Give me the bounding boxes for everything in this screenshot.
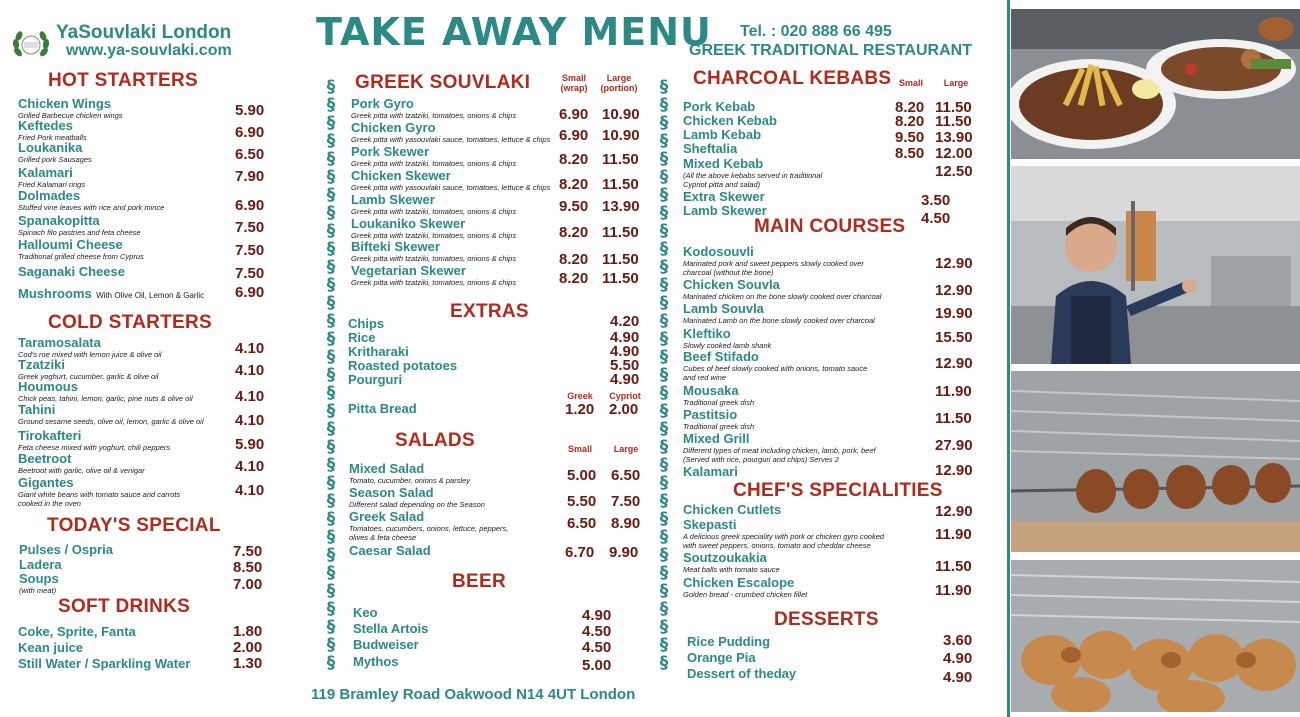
menu-item: Chicken Wings Grilled Barbecue chicken wings (18, 96, 123, 120)
item-price-small: 8.20 (895, 99, 925, 116)
item-price: 7.00 (233, 576, 263, 593)
item-price: 8.50 (233, 559, 263, 576)
spiral-ornament: § (659, 239, 669, 259)
menu-item: Caesar Salad (349, 543, 431, 558)
menu-item: Bifteki Skewer Greek pitta with tzatziki, tomatoes, onions & chips (351, 239, 517, 263)
menu-item: Beetroot Beetroot with garlic, olive oil & venigar (18, 451, 145, 475)
section-title-cold-starters: COLD STARTERS (48, 312, 212, 333)
item-price: 6.90 (235, 124, 265, 141)
item-price: 4.90 (943, 669, 973, 686)
spiral-ornament: § (326, 347, 336, 367)
spiral-ornament: § (326, 599, 336, 619)
menu-item: Chicken Gyro Greek pitta with yasouvlaki sauce, tomatoes, lettuce & chips (351, 120, 551, 144)
menu-item: Skepasti A delicious greek speciality with pork or chicken gyro cooked with sweet peppers, onions, tomato and cheddar cheese (683, 517, 885, 550)
item-price-large: 8.90 (611, 515, 641, 532)
spiral-ornament: § (326, 221, 336, 241)
menu-item: Keo (353, 605, 378, 620)
item-price: 12.90 (935, 355, 973, 372)
spiral-ornament: § (659, 383, 669, 403)
item-price: 5.90 (235, 102, 265, 119)
item-price: 11.90 (935, 383, 972, 400)
spiral-ornament: § (326, 383, 336, 403)
menu-item: Chicken Souvla Marinated chicken on the bone slowly cooked over charcoal (683, 277, 882, 301)
spiral-ornament: § (659, 401, 669, 421)
item-price: 1.80 (233, 623, 263, 640)
spiral-ornament: § (326, 113, 336, 133)
item-price-small: 3.50 (921, 192, 951, 209)
spiral-ornament: § (659, 329, 669, 349)
menu-item: Mushrooms With Olive Oil, Lemon & Garlic (18, 286, 205, 301)
menu-item: Kean juice (18, 640, 84, 655)
item-price: 7.50 (233, 543, 263, 560)
menu-item: Tahini Ground sesame seeds, olive oil, lemon, garlic & olive oil (18, 402, 204, 426)
item-price: 11.90 (935, 582, 972, 599)
spiral-ornament: § (326, 365, 336, 385)
item-price-large: 11.50 (602, 251, 639, 268)
spiral-ornament: § (659, 311, 669, 331)
item-price-cypriot: 2.00 (609, 401, 639, 418)
spiral-ornament: § (326, 545, 336, 565)
menu-item: Pulses / Ospria (19, 542, 113, 557)
item-price-small: 6.90 (559, 127, 589, 144)
page-title: TAKE AWAY MENU (316, 10, 712, 54)
spiral-ornament: § (659, 653, 669, 673)
spiral-ornament: § (326, 527, 336, 547)
menu-item: Orange Pia (687, 650, 756, 665)
section-title-greek-souvlaki: GREEK SOUVLAKI (355, 72, 531, 93)
spiral-ornament: § (326, 509, 336, 529)
spiral-ornament: § (326, 257, 336, 277)
item-price-large: 11.50 (602, 224, 639, 241)
menu-item: Ladera (19, 557, 62, 572)
spiral-ornament: § (659, 77, 669, 97)
menu-item: Saganaki Cheese (18, 264, 125, 279)
spiral-ornament: § (326, 77, 336, 97)
spiral-ornament: § (659, 293, 669, 313)
menu-item: Loukaniko Skewer Greek pitta with tzatziki, tomatoes, onions & chips (351, 216, 517, 240)
item-price: 11.50 (935, 410, 972, 427)
spiral-ornament: § (659, 95, 669, 115)
item-price-large: 10.90 (602, 106, 640, 123)
spiral-ornament: § (326, 473, 336, 493)
menu-item: Chicken Kebab (683, 113, 777, 128)
spiral-ornament: § (326, 401, 336, 421)
spiral-ornament: § (326, 203, 336, 223)
item-price: 7.90 (235, 168, 265, 185)
item-price: 4.10 (235, 388, 265, 405)
item-price-small: 6.90 (559, 106, 589, 123)
column-header-greek: Greek (567, 391, 593, 401)
menu-item: Kodosouvli Marinated pork and sweet peppers slowly cooked over charcoal (without the bone) (683, 244, 864, 277)
menu-item: Season Salad Different salad depending on the Season (349, 485, 485, 509)
spiral-ornament: § (659, 563, 669, 583)
menu-item: Gigantes Giant white beans with tomato sauce and carrots cooked in the oven (18, 475, 181, 508)
spiral-ornament: § (326, 185, 336, 205)
spiral-ornament: § (659, 437, 669, 457)
item-price: 12.90 (935, 282, 973, 299)
item-price: 4.10 (235, 458, 265, 475)
item-price-large: 13.90 (602, 198, 640, 215)
item-price: 5.90 (235, 436, 265, 453)
item-price: 4.90 (610, 343, 640, 360)
phone-number: Tel. : 020 888 66 495 (740, 23, 892, 40)
spiral-ornament: § (659, 599, 669, 619)
spiral-ornament: § (326, 617, 336, 637)
section-title-todays-special: TODAY'S SPECIAL (47, 515, 221, 536)
item-price-small: 5.00 (567, 467, 597, 484)
item-price-small: 9.50 (895, 129, 925, 146)
menu-item: Coke, Sprite, Fanta (18, 624, 136, 639)
item-price-small: 6.70 (565, 544, 595, 561)
spiral-ornament: § (326, 491, 336, 511)
spiral-ornament: § (659, 491, 669, 511)
item-price: 4.90 (943, 650, 973, 667)
column-header-small: Small (wrap) (560, 73, 588, 93)
spiral-ornament: § (659, 131, 669, 151)
spiral-ornament: § (659, 635, 669, 655)
spiral-ornament: § (659, 185, 669, 205)
item-price-large: 12.50 (935, 163, 973, 180)
menu-item: Lamb Skewer (683, 203, 767, 218)
spiral-ornament: § (326, 563, 336, 583)
menu-item: Lamb Souvla Marinated Lamb on the bone slowly cooked over charcoal (683, 301, 875, 325)
brand-name: YaSouvlaki London (56, 22, 232, 43)
item-price: 6.90 (235, 197, 265, 214)
menu-item: Dessert of theday (687, 666, 797, 681)
item-price: 12.90 (935, 503, 973, 520)
section-title-soft-drinks: SOFT DRINKS (58, 596, 191, 617)
menu-item: Mousaka Traditional greek dish (683, 383, 755, 407)
chef-at-rotisserie-photo (1011, 166, 1300, 364)
item-price: 4.10 (235, 482, 265, 499)
menu-item: Lamb Skewer Greek pitta with tzatziki, tomatoes, onions & chips (351, 192, 517, 216)
menu-item: Spanakopitta Spinach filo pastries and feta cheese (18, 213, 141, 237)
souvla-skewers-photo (1011, 371, 1300, 552)
item-price-large: 13.90 (935, 129, 973, 146)
item-price-large: 9.90 (609, 544, 639, 561)
item-price-large: 11.50 (602, 270, 639, 287)
address: 119 Bramley Road Oakwood N14 4UT London (311, 686, 636, 703)
spiral-ornament: § (659, 347, 669, 367)
item-price: 2.00 (233, 639, 263, 656)
item-price-large: 10.90 (602, 127, 640, 144)
menu-item: Greek Salad Tomatoes, cucumbers, onions, lettuce, peppers, olives & feta cheese (349, 509, 509, 542)
menu-item: Halloumi Cheese Traditional grilled cheese from Cyprus (18, 237, 144, 261)
column-header-cypriot: Cypriot (609, 391, 641, 401)
spiral-ornament: § (659, 167, 669, 187)
item-price-large: 11.50 (935, 113, 972, 130)
item-price: 11.50 (935, 558, 972, 575)
spiral-ornament: § (326, 293, 336, 313)
menu-item: Kalamari Fried Kalamari rings (18, 165, 86, 189)
item-price-small: 4.50 (921, 210, 951, 227)
spiral-ornament: § (659, 473, 669, 493)
greek-key-border-right (655, 78, 673, 672)
column-header-large: Large (portion) (600, 73, 638, 93)
item-price-small: 5.50 (567, 493, 597, 510)
menu-item: Lamb Kebab (683, 127, 762, 142)
spiral-ornament: § (659, 203, 669, 223)
section-title-salads: SALADS (395, 430, 475, 451)
photo-divider (1007, 0, 1010, 717)
spiral-ornament: § (659, 257, 669, 277)
item-price-small: 9.50 (559, 198, 589, 215)
menu-item: Pork Skewer Greek pitta with tzatziki, tomatoes, onions & chips (351, 144, 517, 168)
item-price-small: 8.20 (559, 251, 589, 268)
item-price: 4.20 (610, 313, 640, 330)
spiral-ornament: § (659, 221, 669, 241)
spiral-ornament: § (659, 527, 669, 547)
menu-item: Rice Pudding (687, 634, 771, 649)
item-price: 4.10 (235, 340, 265, 357)
menu-item: Budweiser (353, 637, 419, 652)
item-price-small: 8.50 (895, 145, 925, 162)
spiral-ornament: § (326, 329, 336, 349)
spiral-ornament: § (659, 509, 669, 529)
section-title-chefs-specialities: CHEF'S SPECIALITIES (733, 480, 943, 501)
item-price-greek: 1.20 (565, 401, 595, 418)
spiral-ornament: § (659, 545, 669, 565)
spiral-ornament: § (326, 131, 336, 151)
restaurant-tagline: GREEK TRADITIONAL RESTAURANT (689, 42, 972, 59)
item-price: 7.50 (235, 265, 265, 282)
item-price: 4.50 (582, 623, 612, 640)
menu-item: Pastitsio Traditional greek dish (683, 407, 755, 431)
item-price: 11.90 (935, 526, 972, 543)
menu-item: Still Water / Sparkling Water (18, 656, 191, 671)
item-price-small: 8.20 (895, 113, 925, 130)
column-header-small: Small (898, 78, 923, 88)
item-price-large: 6.50 (611, 467, 641, 484)
rotisserie-meat-photo (1011, 560, 1300, 712)
menu-item: Roasted potatoes (348, 358, 458, 373)
section-title-extras: EXTRAS (450, 301, 529, 322)
item-price: 12.90 (935, 255, 973, 272)
item-price-small: 8.20 (559, 151, 589, 168)
menu-item: Chicken Escalope Golden bread - crumbed chicken fillet (683, 575, 808, 599)
menu-item: Pork Gyro Greek pitta with tzatziki, tomatoes, onions & chips (351, 96, 517, 120)
section-title-beer: BEER (452, 571, 506, 592)
spiral-ornament: § (326, 419, 336, 439)
item-price-large: 11.50 (935, 99, 972, 116)
spiral-ornament: § (326, 311, 336, 331)
menu-item: Extra Skewer (683, 189, 765, 204)
item-price: 5.00 (582, 657, 612, 674)
spiral-ornament: § (659, 581, 669, 601)
section-title-desserts: DESSERTS (774, 609, 879, 630)
menu-item: Soutzoukakia Meat balls with tomato sauce (683, 550, 780, 574)
item-price: 7.50 (235, 219, 265, 236)
spiral-ornament: § (659, 419, 669, 439)
menu-item: Pork Kebab (683, 99, 756, 114)
brand-website[interactable]: www.ya-souvlaki.com (66, 42, 232, 59)
menu-item: Chips (348, 316, 385, 331)
spiral-ornament: § (326, 581, 336, 601)
grilled-platter-photo (1011, 9, 1300, 159)
item-price: 27.90 (935, 437, 973, 454)
menu-item: Kritharaki (348, 344, 409, 359)
menu-item: Mixed Grill Different types of meat including chicken, lamb, pork, beef (Served with rice, pourguri and chips) Serves 2 (683, 431, 876, 464)
menu-item: Mixed Kebab (All the above kebabs served in traditional Cypriot pitta and salad) (683, 156, 823, 189)
menu-item: Chicken Skewer Greek pitta with yasouvlaki sauce, tomatoes, lettuce & chips (351, 168, 551, 192)
item-price: 4.50 (582, 639, 612, 656)
menu-item: Tzatziki Greek yoghurt, cucumber, garlic & olive oil (18, 357, 159, 381)
item-price: 15.50 (935, 329, 973, 346)
item-price: 6.50 (235, 146, 265, 163)
menu-item: Soups (with meat) (19, 571, 59, 595)
menu-item: Dolmades Stuffed vine leaves with rice and pork mince (18, 188, 165, 212)
section-title-charcoal-kebabs: CHARCOAL KEBABS (693, 68, 892, 89)
laurel-logo (10, 26, 52, 64)
menu-item: Stella Artois (353, 621, 429, 636)
item-price-large: 11.50 (602, 176, 639, 193)
menu-item: Loukanika Grilled pork Sausages (18, 140, 92, 164)
spiral-ornament: § (326, 455, 336, 475)
item-price-large: 11.50 (602, 151, 639, 168)
column-header-large: Large (943, 78, 969, 88)
item-price: 3.60 (943, 632, 973, 649)
greek-key-border-left (322, 78, 340, 672)
item-price-small: 8.20 (559, 270, 589, 287)
item-price-large: 12.00 (935, 145, 973, 162)
spiral-ornament: § (659, 113, 669, 133)
spiral-ornament: § (326, 239, 336, 259)
spiral-ornament: § (326, 95, 336, 115)
menu-item: Chicken Cutlets (683, 502, 782, 517)
item-price-small: 8.20 (559, 224, 589, 241)
menu-item: Kalamari (683, 464, 738, 479)
menu-item: Mythos (353, 654, 399, 669)
item-price-small: 8.20 (559, 176, 589, 193)
spiral-ornament: § (326, 167, 336, 187)
menu-item: Sheftalia (683, 141, 738, 156)
spiral-ornament: § (326, 635, 336, 655)
item-price-large: 7.50 (611, 493, 641, 510)
section-title-main-courses: MAIN COURSES (754, 216, 906, 237)
column-header-small: Small (567, 444, 592, 454)
column-header-large: Large (613, 444, 639, 454)
section-title-hot-starters: HOT STARTERS (48, 70, 198, 91)
item-price: 19.90 (935, 305, 973, 322)
spiral-ornament: § (326, 653, 336, 673)
item-price: 12.90 (935, 462, 973, 479)
item-price: 4.10 (235, 362, 265, 379)
item-price: 4.10 (235, 412, 265, 429)
item-price: 4.90 (582, 607, 612, 624)
item-price: 7.50 (235, 242, 265, 259)
spiral-ornament: § (659, 455, 669, 475)
spiral-ornament: § (659, 365, 669, 385)
item-price: 1.30 (233, 655, 263, 672)
menu-item: Kleftiko Slowly cooked lamb shank (683, 326, 772, 350)
spiral-ornament: § (326, 149, 336, 169)
menu-item: Pourguri (348, 372, 403, 387)
menu-item: Keftedes Fried Pork meatballs (18, 118, 87, 142)
menu-item: Taramosalata Cod's roe mixed with lemon juice & olive oil (18, 335, 162, 359)
menu-item: Beef Stifado Cubes of beef slowly cooked with onions, tomato sauce and red wine (683, 349, 868, 382)
spiral-ornament: § (326, 437, 336, 457)
item-price: 6.90 (235, 284, 265, 301)
menu-item: Tirokafteri Feta cheese mixed with yoghurt, chili peppers (18, 428, 171, 452)
item-price: 4.90 (610, 329, 640, 346)
menu-item: Vegetarian Skewer Greek pitta with tzatziki, tomatoes, onions & chips (351, 263, 517, 287)
item-price: 5.50 (610, 357, 640, 374)
menu-item: Houmous Chick peas, tahini, lemon, garlic, pine nuts & olive oil (18, 379, 193, 403)
item-price: 4.90 (610, 371, 640, 388)
spiral-ornament: § (326, 275, 336, 295)
spiral-ornament: § (659, 149, 669, 169)
item-price-small: 6.50 (567, 515, 597, 532)
menu-item: Pitta Bread (348, 401, 417, 416)
spiral-ornament: § (659, 275, 669, 295)
spiral-ornament: § (659, 617, 669, 637)
menu-item: Rice (348, 330, 376, 345)
menu-item: Mixed Salad Tomato, cucumber, onions & parsley (349, 461, 471, 485)
